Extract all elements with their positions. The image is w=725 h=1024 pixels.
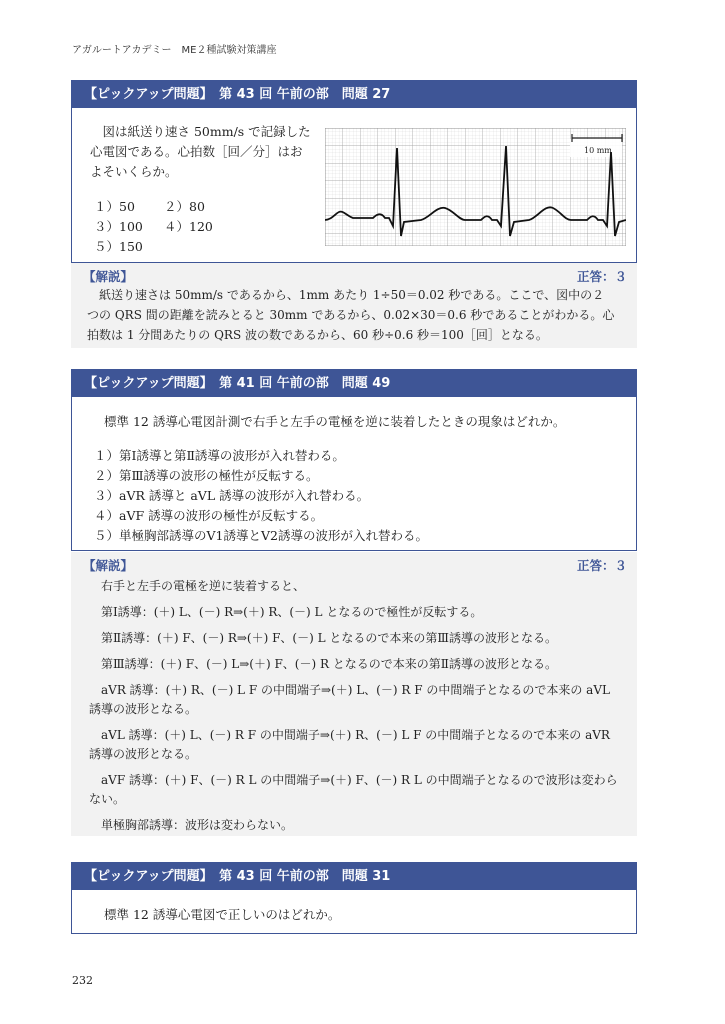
explanation-line: aVR 誘導：(＋) R、(－) L F の中間端子⇒(＋) L、(－) R F の中間端子となるので本来の aVL 誘導の波形となる。 bbox=[89, 683, 610, 716]
question-title-3: 【ピックアップ問題】 第 43 回 午前の部 問題 31 bbox=[72, 863, 636, 890]
question-text-1 bbox=[90, 122, 320, 182]
explanation-line: 拍数は 1 分間あたりの QRS 波の数であるから、60 秒÷0.6 秒＝100［回］となる。 bbox=[87, 328, 548, 342]
choice: ２）第Ⅲ誘導の波形の極性が反転する。 bbox=[94, 468, 319, 483]
choice: ５）150 bbox=[94, 239, 143, 254]
scale-label: 10 mm bbox=[584, 146, 612, 155]
explanation-line: つの QRS 間の距離を読みとると 30mm であるから、0.02×30＝0.6 秒であることがわかる。心 bbox=[87, 308, 615, 322]
explanation-line: aVL 誘導：(＋) L、(－) R F の中間端子⇒(＋) R、(－) L F の中間端子となるので本来の aVR 誘導の波形となる。 bbox=[89, 728, 610, 761]
explanation-2 bbox=[71, 552, 637, 836]
question-line: よそいくらか。 bbox=[90, 164, 178, 179]
explanation-1 bbox=[71, 263, 637, 348]
choice: ３）aVR 誘導と aVL 誘導の波形が入れ替わる。 bbox=[94, 488, 370, 503]
explanation-label: 【解説】 bbox=[83, 558, 134, 573]
ecg-figure bbox=[325, 128, 626, 246]
choice: １）第Ⅰ誘導と第Ⅱ誘導の波形が入れ替わる。 bbox=[94, 448, 345, 463]
explanation-line: 紙送り速さは 50mm/s であるから、1mm あたり 1÷50＝0.02 秒である。ここで、図中の２ bbox=[99, 288, 605, 302]
explanation-line: 第Ⅰ誘導：(＋) L、(－) R⇒(＋) R、(－) L となるので極性が反転する。 bbox=[101, 605, 483, 619]
question-title-1: 【ピックアップ問題】 第 43 回 午前の部 問題 27 bbox=[72, 81, 636, 108]
page-number: 232 bbox=[72, 974, 93, 987]
explanation-line: 単極胸部誘導：波形は変わらない。 bbox=[101, 818, 294, 832]
question-line: 図は紙送り速さ 50mm/s で記録した bbox=[102, 124, 311, 139]
question-title-2: 【ピックアップ問題】 第 41 回 午前の部 問題 49 bbox=[72, 370, 636, 397]
choice: １）50 bbox=[94, 199, 135, 214]
choice: ３）100 bbox=[94, 219, 143, 234]
explanation-line: 第Ⅲ誘導：(＋) F、(－) L⇒(＋) F、(－) R となるので本来の第Ⅱ誘導の波形となる。 bbox=[101, 657, 557, 671]
choice: ４）120 bbox=[164, 219, 213, 234]
choices-2 bbox=[94, 446, 428, 546]
question-text-2: 標準 12 誘導心電図計測で右手と左手の電極を逆に装着したときの現象はどれか。 bbox=[104, 414, 566, 429]
question-line: 心電図である。心拍数［回／分］はお bbox=[90, 144, 303, 159]
explanation-line: 第Ⅱ誘導：(＋) F、(－) R⇒(＋) F、(－) L となるので本来の第Ⅲ誘導の波形となる。 bbox=[101, 631, 557, 645]
answer-label: 正答：３ bbox=[576, 558, 627, 573]
choice: ２）80 bbox=[164, 199, 205, 214]
choice: ４）aVF 誘導の波形の極性が反転する。 bbox=[94, 508, 324, 523]
answer-label: 正答：３ bbox=[576, 269, 627, 284]
choices-1 bbox=[94, 197, 294, 257]
question-box-2 bbox=[71, 369, 637, 551]
question-text-3: 標準 12 誘導心電図で正しいのはどれか。 bbox=[104, 907, 341, 922]
explanation-label: 【解説】 bbox=[83, 269, 134, 284]
explanation-line: 右手と左手の電極を逆に装着すると、 bbox=[101, 579, 306, 593]
question-box-3 bbox=[71, 862, 637, 934]
running-header: アガルートアカデミー ME２種試験対策講座 bbox=[72, 45, 277, 56]
explanation-line: aVF 誘導：(＋) F、(－) R L の中間端子⇒(＋) F、(－) R L の中間端子となるので波形は変わらない。 bbox=[89, 773, 618, 806]
choice: ５）単極胸部誘導のV1誘導とV2誘導の波形が入れ替わる。 bbox=[94, 528, 428, 543]
question-box-1 bbox=[71, 80, 637, 263]
